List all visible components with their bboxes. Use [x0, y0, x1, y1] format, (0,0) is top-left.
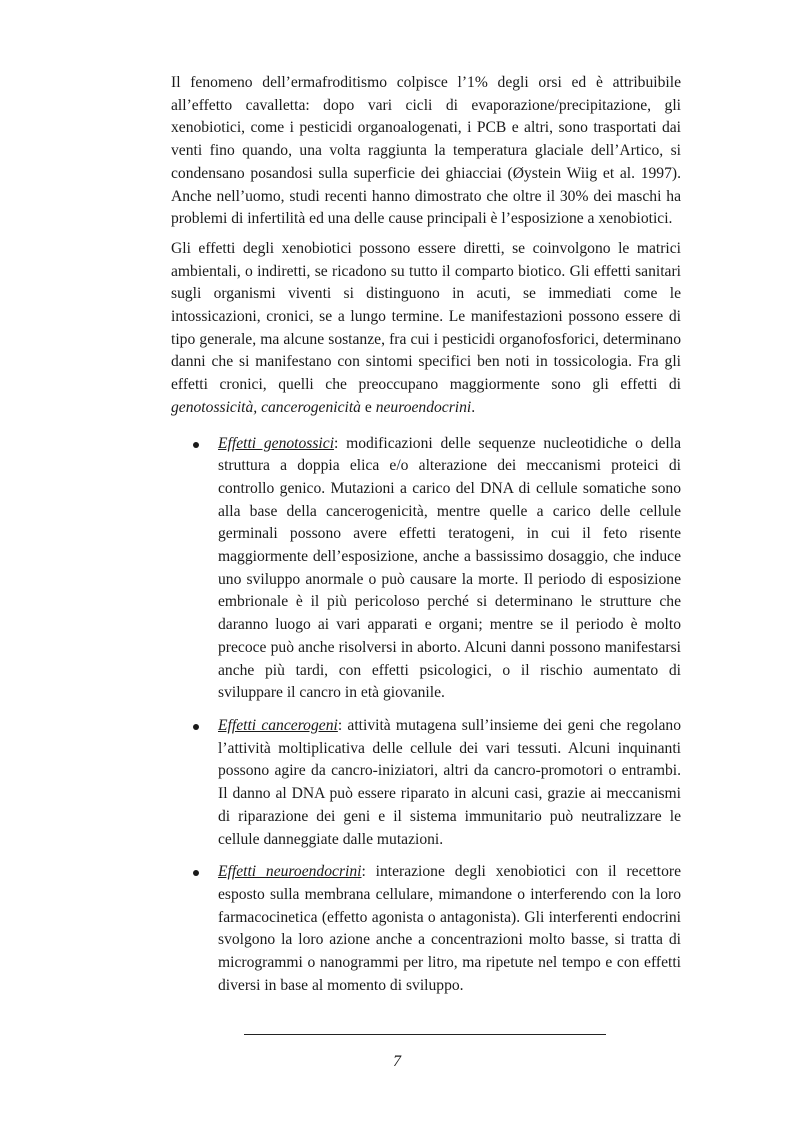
- list-item-text: : attività mutagena sull’insieme dei geni che regolano l’attività moltiplicativa delle cellule dei vari tessuti. Alcuni inquinanti possono agire da cancro-iniziatori, altri da cancro-promotori o entrambi. Il danno al DNA può essere riparato in alcuni casi, grazie ai meccanismi di riparazione dei geni e il sistema immunitario può neutralizzare le cellule danneggiate dalle mutazioni.: [218, 716, 682, 848]
- footer-divider: [244, 1034, 606, 1035]
- page-number: 7: [393, 1053, 401, 1070]
- list-item: [171, 433, 681, 705]
- list-item-text: : interazione degli xenobiotici con il recettore esposto sulla membrana cellulare, mimandone o interferendo con la loro farmacocinetica (effetto agonista o antagonista). Gli interferenti endocrini svolgono la loro azione anche a concentrazioni molto basse, si tratta di microgrammi o nanogrammi per litro, ma ripetute nel tempo e con effetti diversi in base al momento di sviluppo.: [218, 863, 681, 994]
- list-item-term: Effetti cancerogeni: [218, 716, 338, 734]
- effects-list: [171, 433, 681, 998]
- bullet-icon: [193, 870, 199, 876]
- emphasis-text: neuroendocrini: [375, 398, 472, 416]
- list-item-term: Effetti genotossici: [218, 434, 335, 452]
- list-item-text: : modificazioni delle sequenze nucleotidiche o della struttura a doppia elica e/o alterazione dei meccanismi proteici di controllo genico. Mutazioni a carico del DNA di cellule somatiche sono alla base della cancerogenicità, mentre quelle a carico delle cellule germinali possono avere effetti teratogeni, in cui il feto risente maggiormente dell’esposizione, anche a bassissimo dosaggio, che induce uno sviluppo anormale o può causare la morte. Il periodo di esposizione embrionale è il più pericoloso perché si determinano le strutture che daranno luogo ai vari apparati e organi; mentre se il periodo è molto precoce può anche risolversi in aborto. Alcuni danni possono manifestarsi anche più tardi, con effetti psicologici, o il rischio aumentato di sviluppare il cancro in età giovanile.: [218, 434, 682, 702]
- paragraph: [171, 238, 681, 420]
- list-item-term: Effetti neuroendocrini: [218, 863, 362, 881]
- bullet-icon: [193, 724, 199, 730]
- emphasis-text: genotossicità, cancerogenicità: [171, 398, 361, 416]
- bullet-icon: [193, 442, 199, 448]
- paragraph-end: .: [471, 398, 476, 416]
- list-item: [171, 861, 681, 997]
- document-body: [171, 72, 681, 1007]
- paragraph: Il fenomeno dell’ermafroditismo colpisce l’1% degli orsi ed è attribuibile all’effetto cavalletta: dopo vari cicli di evaporazione/precipitazione, gli xenobiotici, come i pesticidi organoalogenati, i PCB e altri, sono trasportati dai venti fino quando, una volta raggiunta la temperatura glaciale dell’Artico, si condensano posandosi sulla superficie dei ghiacciai (Øystein Wiig et al. 1997). Anche nell’uomo, studi recenti hanno dimostrato che oltre il 30% dei maschi ha problemi di infertilità ed una delle cause principali è l’esposizione a xenobiotici.: [171, 74, 681, 228]
- paragraph-text: Gli effetti degli xenobiotici possono essere diretti, se coinvolgono le matrici ambientali, o indiretti, se ricadono su tutto il comparto biotico. Gli effetti sanitari sugli organismi viventi si distinguono in acuti, se immediati come le intossicazioni, cronici, se a lungo termine. Le manifestazioni possono essere di tipo generale, ma alcune sostanze, fra cui i pesticidi organofosforici, determinano danni che si manifestano con sintomi specifici ben noti in tossicologia. Fra gli effetti cronici, quelli che preoccupano maggiormente sono gli effetti di: [171, 239, 681, 394]
- list-item: [171, 715, 681, 851]
- connector-text: e: [360, 398, 376, 416]
